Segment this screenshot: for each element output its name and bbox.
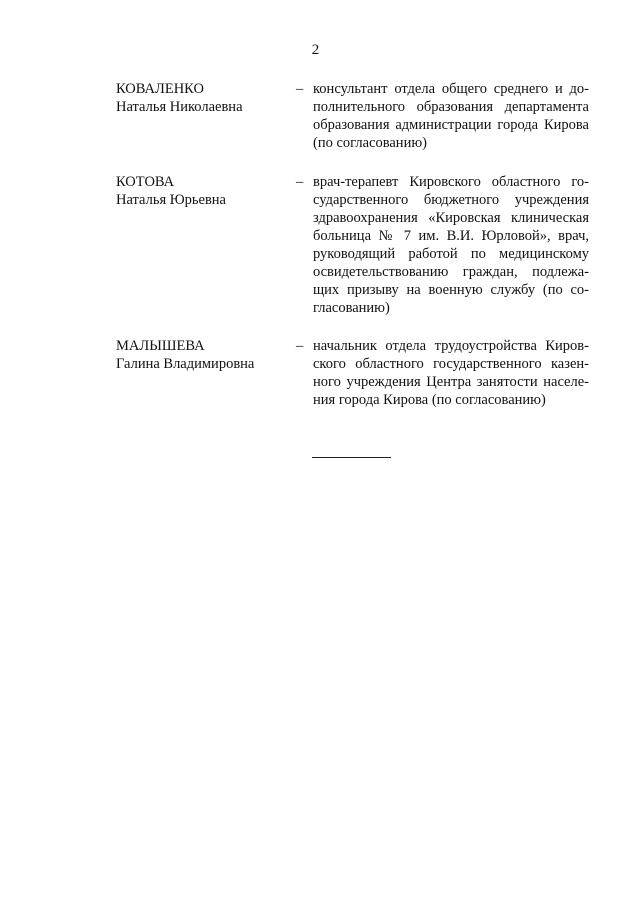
page-number: 2 <box>311 42 320 58</box>
description-line: ния города Кирова (по согласованию) <box>313 392 546 408</box>
separator-dash: – <box>296 81 304 97</box>
member-description <box>313 337 589 409</box>
description-line: начальник отдела трудоустройства Киров- <box>313 338 589 354</box>
description-line: (по согласованию) <box>313 135 427 151</box>
member-description <box>313 173 589 317</box>
description-line: больница № 7 им. В.И. Юрловой», врач, <box>313 228 589 244</box>
description-line: сударственного бюджетного учреждения <box>313 192 589 208</box>
description-line: ного учреждения Центра занятости населе- <box>313 374 589 390</box>
description-line: образования администрации города Кирова <box>313 117 589 133</box>
member-given-names: Наталья Юрьевна <box>116 192 226 208</box>
description-line: полнительного образования департамента <box>313 99 589 115</box>
description-line: руководящий работой по медицинскому <box>313 246 589 262</box>
end-of-list-rule <box>312 457 391 458</box>
description-line: врач-терапевт Кировского областного го- <box>313 174 589 190</box>
description-line: гласованию) <box>313 300 390 316</box>
description-line: щих призыву на военную службу (по со- <box>313 282 589 298</box>
description-line: консультант отдела общего среднего и до- <box>313 81 589 97</box>
member-description <box>313 80 589 152</box>
member-given-names: Наталья Николаевна <box>116 99 243 115</box>
description-line: освидетельствованию граждан, подлежа- <box>313 264 589 280</box>
separator-dash: – <box>296 338 304 354</box>
member-name <box>116 337 286 373</box>
member-surname: КОВАЛЕНКО <box>116 81 204 97</box>
member-surname: КОТОВА <box>116 174 175 190</box>
member-name <box>116 173 286 209</box>
separator-dash: – <box>296 174 304 190</box>
member-given-names: Галина Владимировна <box>116 356 255 372</box>
description-line: ского областного государственного казен- <box>313 356 589 372</box>
member-name <box>116 80 286 116</box>
member-surname: МАЛЫШЕВА <box>116 338 205 354</box>
description-line: здравоохранения «Кировская клиническая <box>313 210 589 226</box>
